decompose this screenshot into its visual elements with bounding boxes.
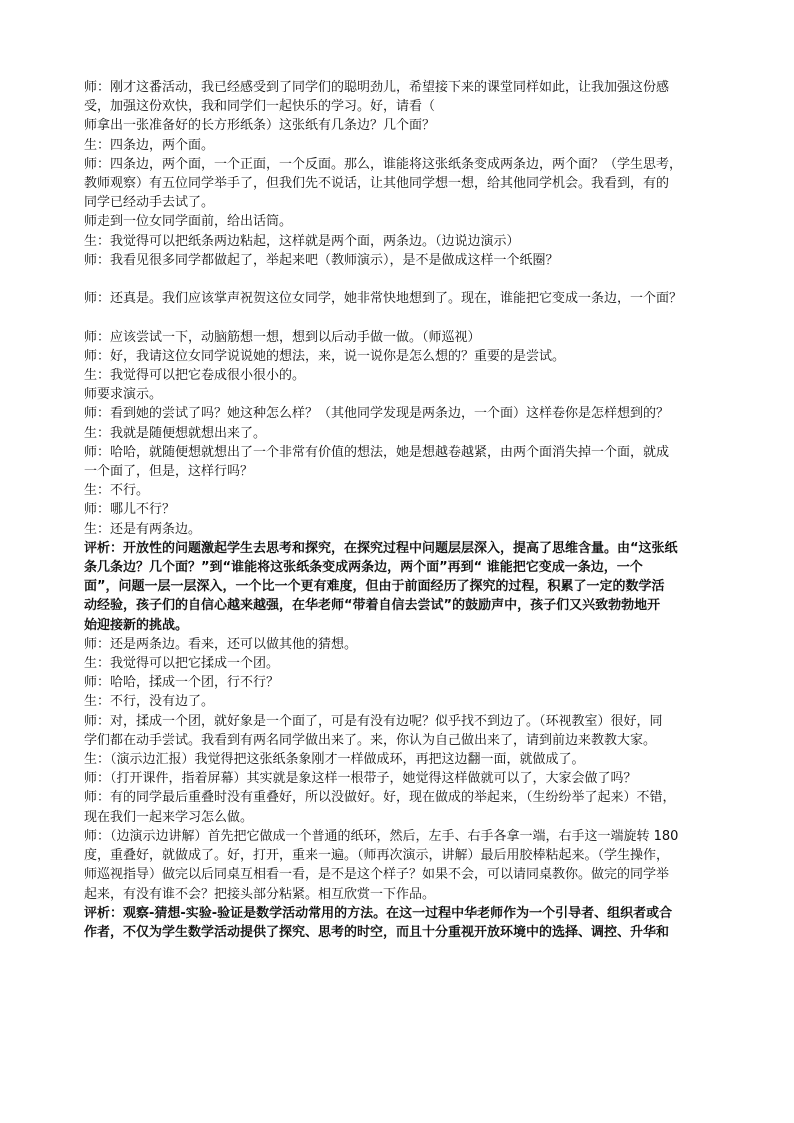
dialogue-line: 师：还真是。我们应该掌声祝贺这位女同学，她非常快地想到了。现在，谁能把它变成一条边，一个面？: [84, 291, 683, 307]
dialogue-line: 生：四条边，两个面。: [84, 137, 215, 153]
blank-line: [84, 270, 714, 289]
dialogue-line: 现在我们一起来学习怎么做。: [84, 809, 254, 825]
dialogue-line: 师：哪儿不行？: [84, 502, 176, 518]
dialogue-line: 师拿出一张准备好的长方形纸条）这张纸有几条边？几个面？: [84, 118, 436, 134]
dialogue-line: 师：哈哈，就随便想就想出了一个非常有价值的想法，她是想越卷越紧，由两个面消失掉一个面，就成: [84, 444, 670, 460]
dialogue-line: 起来，有没有谁不会？把接头部分粘紧。相互欣赏一下作品。: [84, 886, 436, 902]
commentary-line: 始迎接新的挑战。: [84, 617, 189, 633]
commentary-line: 面”，问题一层一层深入，一个比一个更有难度，但由于前面经历了探究的过程，积累了一定的数学活: [84, 579, 665, 595]
dialogue-line: 度，重叠好，就做成了。好，打开，重来一遍。（师再次演示，讲解）最后用胶棒粘起来。（学生操作，: [84, 848, 670, 864]
dialogue-line: 师巡视指导）做完以后同桌互相看一看，是不是这个样子？如果不会，可以请同桌教你。做完的同学举: [84, 867, 670, 883]
dialogue-line: 生：不行。: [84, 483, 150, 499]
blank-line: [84, 308, 714, 327]
dialogue-line: 师：（打开课件，指着屏幕）其实就是象这样一根带子，她觉得这样做就可以了，大家会做了吗？: [84, 771, 637, 787]
commentary-line: 动经验，孩子们的自信心越来越强，在华老师“带着自信去尝试”的鼓励声中，孩子们又兴致勃勃地开: [84, 598, 661, 614]
dialogue-line: 生：我就是随便想就想出来了。: [84, 425, 267, 441]
dialogue-line: 一个面了，但是，这样行吗？: [84, 464, 254, 480]
document-body: [84, 78, 714, 942]
dialogue-line: 师：我看见很多同学都做起了，举起来吧（教师演示），是不是做成这样一个纸圈？: [84, 252, 559, 268]
dialogue-line: 师：应该尝试一下，动脑筋想一想，想到以后动手做一做。（师巡视）: [84, 329, 481, 345]
dialogue-line: 师：四条边，两个面，一个正面，一个反面。那么，谁能将这张纸条变成两条边，两个面？（学生思考，: [84, 156, 683, 172]
dialogue-line: 生：我觉得可以把它揉成一个团。: [84, 656, 280, 672]
dialogue-line: 生：（演示边汇报）我觉得把这张纸条象刚才一样做成环，再把这边翻一面，就做成了。: [84, 752, 585, 768]
dialogue-line: 师：好，我请这位女同学说说她的想法，来，说一说你是怎么想的？重要的是尝试。: [84, 348, 566, 364]
dialogue-line: 师：看到她的尝试了吗？她这种怎么样？（其他同学发现是两条边，一个面）这样卷你是怎样想到的？: [84, 406, 670, 422]
dialogue-line: 师要求演示。: [84, 387, 163, 403]
dialogue-line: 同学已经动手去试了。: [84, 195, 215, 211]
dialogue-line: 师：刚才这番活动，我已经感受到了同学们的聪明劲儿，希望接下来的课堂同样如此，让我加强这份感: [84, 80, 670, 95]
commentary-line: 评析：观察-猜想-实验-验证是数学活动常用的方法。在这一过程中华老师作为一个引导者、组织者或合: [84, 905, 673, 921]
dialogue-line: 生：还是有两条边。: [84, 521, 202, 537]
dialogue-line: 师：哈哈，揉成一个团，行不行？: [84, 675, 280, 691]
dialogue-line: 受，加强这份欢快，我和同学们一起快乐的学习。好，请看（: [84, 99, 436, 115]
dialogue-line: 教师观察）有五位同学举手了，但我们先不说话，让其他同学想一想，给其他同学机会。我看到，有的: [84, 176, 670, 192]
dialogue-line: 生：我觉得可以把纸条两边粘起，这样就是两个面，两条边。（边说边演示）: [84, 233, 520, 249]
dialogue-line: 生：我觉得可以把它卷成很小很小的。: [84, 368, 306, 384]
dialogue-line: 师走到一位女同学面前，给出话筒。: [84, 214, 293, 230]
dialogue-line: 生：不行，没有边了。: [84, 694, 215, 710]
dialogue-line: 师：对，揉成一个团，就好象是一个面了，可是有没有边呢？似乎找不到边了。（环视教室）很好，同: [84, 713, 663, 729]
commentary-line: 评析：开放性的问题激起学生去思考和探究，在探究过程中问题层层深入，提高了思维含量。由“这张纸: [84, 540, 678, 556]
commentary-line: 条几条边？几个面？”到“谁能将这张纸条变成两条边，两个面”再到“ 谁能把它变成一条边，一个: [84, 560, 643, 576]
dialogue-line: 学们都在动手尝试。我看到有两名同学做出来了。来，你认为自己做出来了，请到前边来教教大家。: [84, 732, 657, 748]
dialogue-line: 师：有的同学最后重叠时没有重叠好，所以没做好。好，现在做成的举起来，（生纷纷举了起来）不错，: [84, 790, 676, 806]
dialogue-line: 师：还是两条边。看来，还可以做其他的猜想。: [84, 636, 358, 652]
commentary-line: 作者，不仅为学生数学活动提供了探究、思考的时空，而且十分重视开放环境中的选择、调控、升华和: [84, 924, 670, 940]
dialogue-line: 师：（边演示边讲解）首先把它做成一个普通的纸环，然后，左手、右手各拿一端，右手这一端旋转 180: [84, 828, 679, 844]
